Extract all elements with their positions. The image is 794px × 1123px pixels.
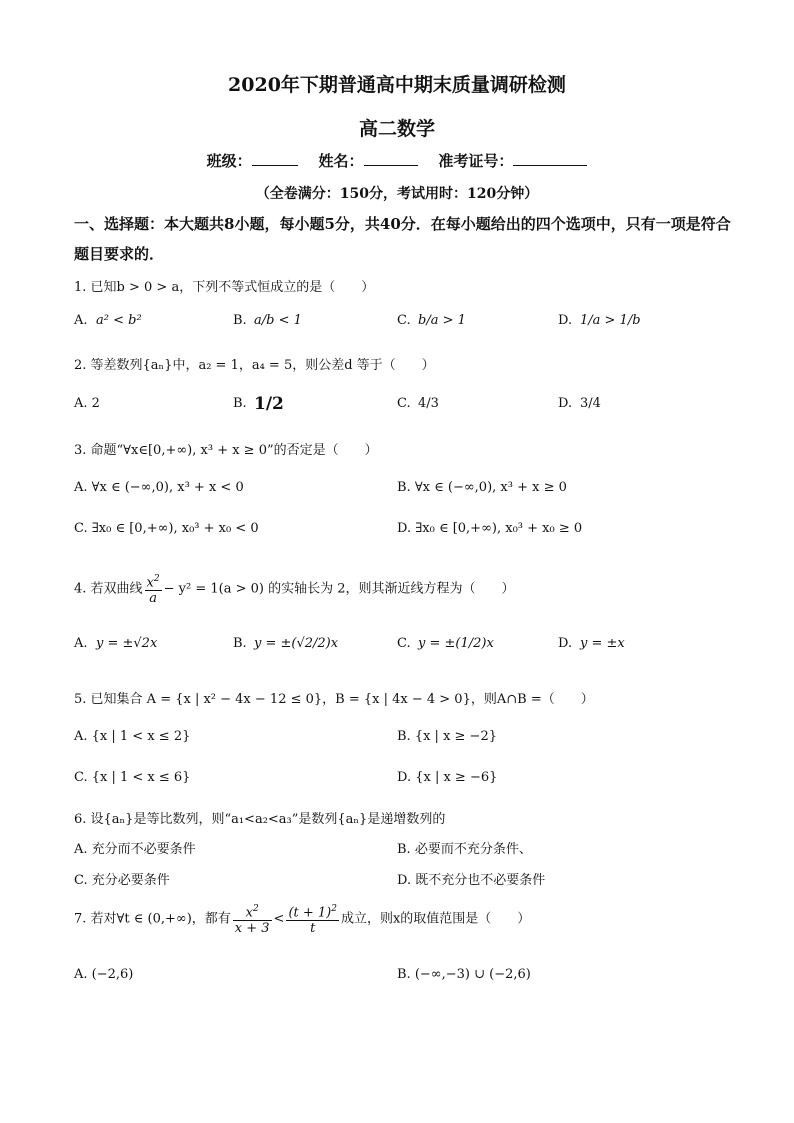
question-6-stem: 6. 设{aₙ}是等比数列，则“a₁<a₂<a₃”是数列{aₙ}是递增数列的 <box>74 812 446 827</box>
q4-option-c: y = ±(1/2)x <box>418 636 494 651</box>
q6-option-c: C. 充分必要条件 <box>74 873 170 888</box>
q1-option-b-label: B. <box>233 313 247 328</box>
q5-option-c: C. {x | 1 < x ≤ 6} <box>74 770 191 785</box>
q4-fraction <box>145 572 162 606</box>
q2-option-b-label: B. <box>233 396 247 411</box>
question-3-stem: 3. 命题“∀x∈[0,+∞), x³ + x ≥ 0”的否定是（ ） <box>74 443 378 458</box>
q7-left-numerator: $x^2$ <box>233 902 272 921</box>
exam-number-label: 准考证号： <box>438 152 514 170</box>
q4-option-a-label: A. <box>74 636 88 651</box>
q4-option-b-label: B. <box>233 636 247 651</box>
q4-stem-end: − y² = 1(a > 0) 的实轴长为 2，则其渐近线方程为（ ） <box>163 581 515 597</box>
q1-option-c-label: C. <box>397 313 411 328</box>
question-5-stem: 5. 已知集合 A = {x | x² − 4x − 12 ≤ 0}，B = {x | 4x − 4 > 0}，则A∩B =（ ） <box>74 692 594 707</box>
subject-title: 高二数学 <box>358 118 435 140</box>
q2-option-d-label: D. <box>558 396 573 411</box>
q7-right-denominator: t <box>310 921 316 937</box>
q3-option-d: D. ∃x₀ ∈ [0,+∞), x₀³ + x₀ ≥ 0 <box>397 521 583 536</box>
q1-option-d: 1/a > 1/b <box>580 313 641 328</box>
q4-option-d: y = ±x <box>580 636 625 651</box>
q3-option-c: C. ∃x₀ ∈ [0,+∞), x₀³ + x₀ < 0 <box>74 521 259 536</box>
q2-option-a: A. 2 <box>74 396 100 411</box>
exam-note: （全卷满分：150分，考试用时：120分钟） <box>255 186 539 202</box>
q4-fraction-denominator: a <box>149 591 157 607</box>
q7-left-denominator: x + 3 <box>234 921 270 937</box>
exam-title: 2020年下期普通高中期末质量调研检测 <box>228 74 566 96</box>
q4-option-b: y = ±(√2/2)x <box>254 636 339 651</box>
q1-option-b: a/b < 1 <box>254 313 302 328</box>
q4-fraction-numerator: $x^2$ <box>146 574 160 591</box>
exam-number-blank <box>513 150 587 166</box>
question-4-stem <box>74 572 515 606</box>
q4-stem-start: 4. 若双曲线 <box>74 581 143 597</box>
q1-option-a-label: A. <box>74 313 88 328</box>
q2-option-c: 4/3 <box>418 396 439 411</box>
q5-option-d: D. {x | x ≥ −6} <box>397 770 498 785</box>
q4-option-d-label: D. <box>558 636 573 651</box>
q4-option-a: y = ±√2x <box>96 636 158 651</box>
q6-option-d: D. 既不充分也不必要条件 <box>397 873 546 888</box>
q5-option-b: B. {x | x ≥ −2} <box>397 729 497 744</box>
q3-option-b: B. ∀x ∈ (−∞,0), x³ + x ≥ 0 <box>397 480 567 495</box>
q7-option-a: A. (−2,6) <box>74 967 134 982</box>
q4-option-c-label: C. <box>397 636 411 651</box>
class-label: 班级： <box>206 152 252 170</box>
q1-option-a: a² < b² <box>96 313 142 328</box>
q2-option-c-label: C. <box>397 396 411 411</box>
student-info-line <box>0 150 794 171</box>
question-7-stem: 7. 若对∀t ∈ (0,+∞)，都有 $\frac{x^2}{x + 3}$ < $\frac{(t + 1)^2}{t}$ 成立，则x的取值范围是（ ） <box>74 904 531 937</box>
q3-option-a: A. ∀x ∈ (−∞,0), x³ + x < 0 <box>74 480 244 495</box>
name-blank <box>364 150 418 166</box>
class-blank <box>252 150 298 166</box>
q7-fraction-left <box>233 902 272 936</box>
section-heading: 一、选择题：本大题共8小题，每小题5分，共40分．在每小题给出的四个选项中，只有一项是符合题目要求的． <box>74 215 731 263</box>
question-2-stem: 2. 等差数列{aₙ}中，a₂ = 1，a₄ = 5，则公差d 等于（ ） <box>74 358 435 373</box>
q1-option-d-label: D. <box>558 313 573 328</box>
q7-stem-start: 7. 若对∀t ∈ (0,+∞)，都有 <box>74 911 231 927</box>
name-label: 姓名： <box>318 152 364 170</box>
q6-option-b: B. 必要而不充分条件、 <box>397 842 532 857</box>
q7-option-b: B. (−∞,−3) ∪ (−2,6) <box>397 967 531 982</box>
question-1-stem: 1. 已知b > 0 > a，下列不等式恒成立的是（ ） <box>74 280 375 295</box>
q7-stem-end: 成立，则x的取值范围是（ ） <box>340 911 531 927</box>
q1-option-c: b/a > 1 <box>418 313 466 328</box>
q7-fraction-right <box>286 902 339 936</box>
q7-right-numerator: $(t + 1)^2$ <box>288 904 337 921</box>
q2-option-b: 1/2 <box>254 394 284 414</box>
q6-option-a: A. 充分而不必要条件 <box>74 842 196 857</box>
q2-option-d: 3/4 <box>580 396 601 411</box>
q5-option-a: A. {x | 1 < x ≤ 2} <box>74 729 191 744</box>
